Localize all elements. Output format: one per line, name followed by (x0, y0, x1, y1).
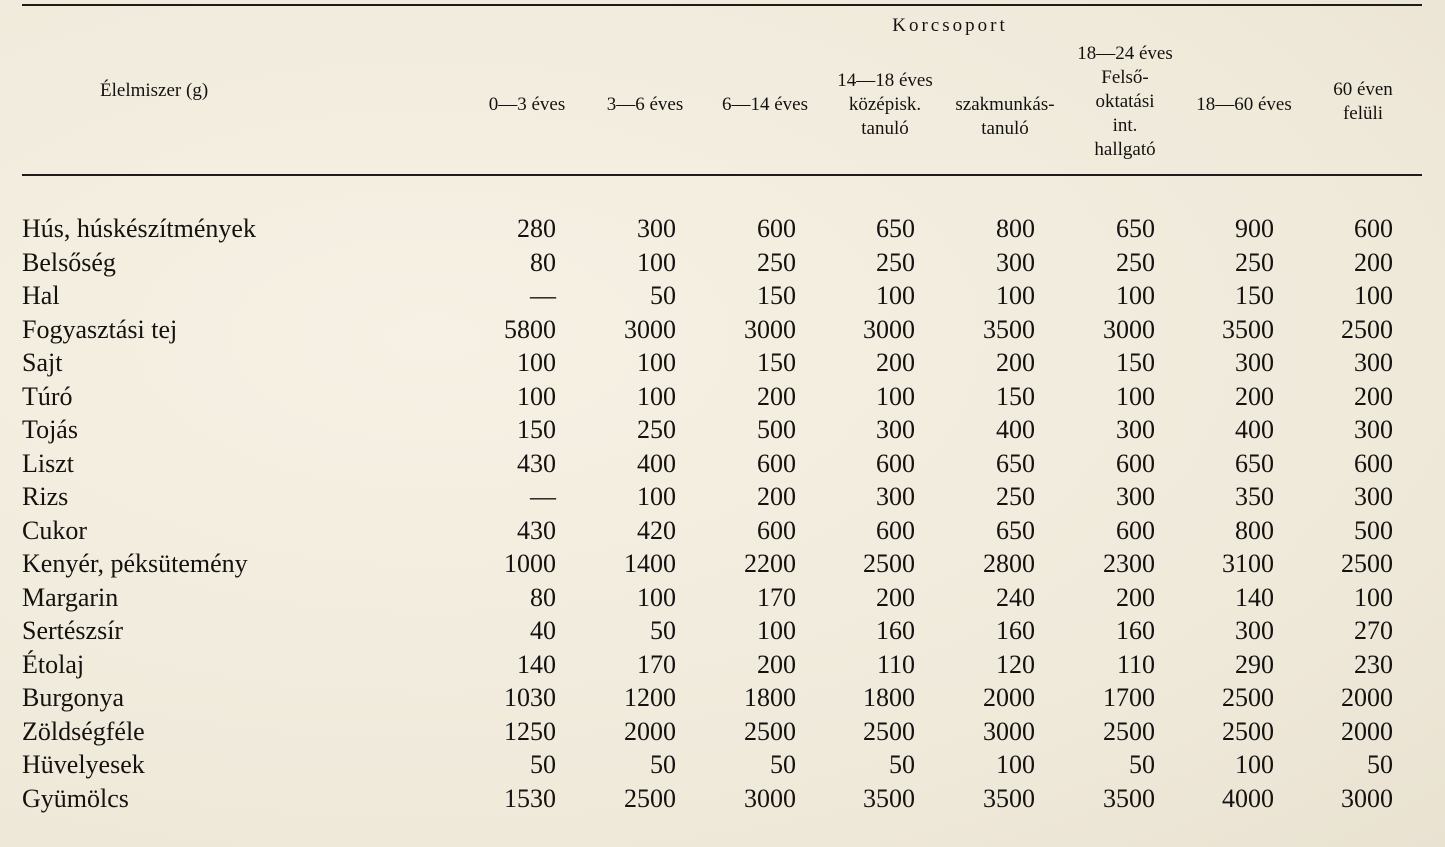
table-cell: 250 (996, 482, 1035, 511)
table-cell: 100 (637, 247, 676, 277)
table-cell: 1200 (624, 683, 676, 712)
table-cell: 200 (1116, 582, 1155, 612)
food-column-header: Élelmiszer (g) (100, 80, 209, 101)
table-cell: 150 (757, 281, 796, 310)
table-cell: 650 (876, 214, 915, 243)
table-cell: 1800 (744, 683, 796, 712)
table-cell: 3000 (983, 716, 1035, 746)
food-name: Kenyér, péksütemény (22, 549, 248, 578)
food-name: Fogyasztási tej (22, 314, 178, 344)
table-row (0, 514, 1445, 547)
table-cell: 600 (757, 214, 796, 243)
table-row (0, 547, 1445, 580)
table-cell: 250 (1116, 247, 1155, 277)
table-cell: 50 (1367, 750, 1393, 779)
table-cell: 600 (757, 448, 796, 478)
column-header-line: hallgató (1094, 139, 1156, 160)
table-cell: 500 (757, 415, 796, 444)
table-cell: 80 (530, 247, 556, 277)
table-cell: 300 (876, 482, 915, 511)
table-cell: 50 (1129, 750, 1155, 779)
table-cell: 3500 (983, 314, 1035, 344)
table-cell: 110 (876, 649, 915, 679)
table-row (0, 614, 1445, 647)
table-cell: 2500 (863, 716, 915, 746)
table-cell: 100 (637, 348, 676, 377)
table-cell: 2000 (983, 683, 1035, 712)
table-cell: 2500 (1103, 716, 1155, 746)
column-header-line: oktatási (1095, 91, 1155, 112)
table-row (0, 681, 1445, 714)
table-cell: 50 (650, 750, 676, 779)
table-cell: 140 (517, 649, 556, 679)
table-cell: 430 (517, 515, 556, 545)
table-cell: 1250 (504, 716, 556, 746)
table-row (0, 413, 1445, 446)
table-cell: 160 (1116, 616, 1155, 645)
table-cell: 100 (1235, 750, 1274, 779)
table-row (0, 346, 1445, 379)
table-cell: 120 (996, 649, 1035, 679)
column-header (1293, 78, 1433, 126)
table-cell: 650 (996, 515, 1035, 545)
table-cell: 270 (1354, 616, 1393, 645)
table-cell: 300 (1354, 348, 1393, 377)
table-cell: 2000 (1341, 683, 1393, 712)
table-cell: 2500 (1222, 716, 1274, 746)
table-cell: 1400 (624, 549, 676, 578)
table-cell: 3000 (624, 314, 676, 344)
column-header-line: szakmunkás- (955, 94, 1055, 115)
table-cell: 160 (996, 616, 1035, 645)
table-row (0, 480, 1445, 513)
column-header (575, 93, 715, 117)
top-rule (22, 4, 1422, 6)
table-cell: 650 (1235, 448, 1274, 478)
food-name: Hús, húskészítmények (22, 214, 256, 243)
table-cell: 600 (757, 515, 796, 545)
table-cell: 1700 (1103, 683, 1155, 712)
table-cell: 300 (1116, 482, 1155, 511)
table-cell: 900 (1235, 214, 1274, 243)
table-cell: 50 (650, 281, 676, 310)
food-name: Rizs (22, 482, 69, 511)
table-cell: 50 (650, 616, 676, 645)
table-cell: 600 (1116, 515, 1155, 545)
table-cell: 150 (517, 415, 556, 444)
column-header (695, 93, 835, 117)
table-cell: 2200 (744, 549, 796, 578)
column-header-line: tanuló (861, 118, 909, 139)
table-cell: 350 (1235, 482, 1274, 511)
table-cell: 3500 (863, 783, 915, 813)
column-header-line: 14—18 éves (837, 70, 933, 91)
table-cell: 40 (530, 616, 556, 645)
column-header-line: Felső- (1101, 67, 1149, 88)
table-cell: 2500 (624, 783, 676, 813)
table-cell: 280 (517, 214, 556, 243)
food-name: Gyümölcs (22, 783, 129, 813)
table-cell: 300 (1354, 415, 1393, 444)
table-cell: 600 (1354, 448, 1393, 478)
table-cell: 800 (1235, 515, 1274, 545)
column-header-line: tanuló (981, 118, 1029, 139)
column-header-line: 6—14 éves (721, 94, 808, 115)
table-cell: 100 (637, 482, 676, 511)
table-cell: 230 (1354, 649, 1393, 679)
table-cell: 140 (1235, 582, 1274, 612)
column-header-line: 0—3 éves (488, 94, 566, 115)
food-name: Margarin (22, 582, 119, 612)
table-cell: 100 (876, 381, 915, 411)
column-header-line: felüli (1342, 103, 1384, 124)
food-name: Tojás (22, 415, 78, 444)
table-cell: — (530, 281, 556, 310)
table-row (0, 748, 1445, 781)
table-cell: 160 (876, 616, 915, 645)
table-cell: 600 (1116, 448, 1155, 478)
table-cell: 1530 (504, 783, 556, 813)
table-cell: 2000 (624, 716, 676, 746)
table-cell: 100 (996, 281, 1035, 310)
column-header-line: 3—6 éves (606, 94, 684, 115)
food-name: Burgonya (22, 683, 125, 712)
food-name: Belsőség (22, 247, 116, 277)
table-cell: 250 (1235, 247, 1274, 277)
table-cell: 300 (1235, 348, 1274, 377)
table-cell: 500 (1354, 515, 1393, 545)
table-cell: 650 (1116, 214, 1155, 243)
table-cell: 200 (876, 582, 915, 612)
table-cell: 250 (876, 247, 915, 277)
table-cell: 3000 (863, 314, 915, 344)
table-cell: 50 (770, 750, 796, 779)
age-group-title: Korcsoport (892, 15, 1008, 36)
table-row (0, 313, 1445, 346)
food-name: Túró (22, 381, 73, 411)
table-cell: 800 (996, 214, 1035, 243)
table-cell: 100 (637, 582, 676, 612)
table-cell: 170 (757, 582, 796, 612)
table-cell: 200 (996, 348, 1035, 377)
header-rule (22, 174, 1422, 176)
table-cell: 2500 (744, 716, 796, 746)
food-name: Étolaj (22, 649, 85, 679)
table-cell: 420 (637, 515, 676, 545)
table-cell: 2300 (1103, 549, 1155, 578)
table-cell: 3000 (1341, 783, 1393, 813)
food-name: Hüvelyesek (22, 750, 145, 779)
table-cell: 300 (1354, 482, 1393, 511)
food-name: Hal (22, 281, 60, 310)
table-cell: 300 (637, 214, 676, 243)
column-header-line: középisk. (848, 94, 922, 115)
table-cell: 3500 (1222, 314, 1274, 344)
table-cell: 200 (876, 348, 915, 377)
table-cell: 600 (876, 515, 915, 545)
table-cell: 3000 (744, 783, 796, 813)
table-cell: 600 (876, 448, 915, 478)
table-cell: 150 (1235, 281, 1274, 310)
table-cell: — (530, 482, 556, 511)
food-name: Cukor (22, 515, 87, 545)
table-row (0, 212, 1445, 245)
table-cell: 100 (1116, 381, 1155, 411)
column-header-line: 60 éven (1333, 79, 1393, 100)
table-cell: 2500 (1341, 549, 1393, 578)
table-cell: 5800 (504, 314, 556, 344)
table-cell: 3100 (1222, 549, 1274, 578)
table-cell: 100 (1354, 582, 1393, 612)
column-header-line: int. (1112, 115, 1138, 136)
table-cell: 100 (637, 381, 676, 411)
table-cell: 200 (1354, 247, 1393, 277)
table-cell: 110 (1116, 649, 1155, 679)
table-cell: 2500 (1341, 314, 1393, 344)
table-cell: 1800 (863, 683, 915, 712)
table-cell: 170 (637, 649, 676, 679)
column-header (935, 93, 1075, 141)
column-header-line: 18—60 éves (1196, 94, 1292, 115)
table-row (0, 715, 1445, 748)
table-cell: 100 (1354, 281, 1393, 310)
table-row (0, 246, 1445, 279)
table-row (0, 782, 1445, 815)
table-cell: 200 (757, 381, 796, 411)
table-cell: 100 (996, 750, 1035, 779)
table-cell: 2800 (983, 549, 1035, 578)
table-row (0, 380, 1445, 413)
table-cell: 50 (530, 750, 556, 779)
table-cell: 2500 (1222, 683, 1274, 712)
table-cell: 290 (1235, 649, 1274, 679)
table-row (0, 279, 1445, 312)
table-cell: 430 (517, 448, 556, 478)
table-cell: 1000 (504, 549, 556, 578)
table-cell: 250 (637, 415, 676, 444)
food-name: Liszt (22, 448, 74, 478)
table-cell: 3000 (744, 314, 796, 344)
table-cell: 1030 (504, 683, 556, 712)
column-header-line: 18—24 éves (1077, 43, 1173, 64)
table-cell: 150 (996, 381, 1035, 411)
table-cell: 100 (757, 616, 796, 645)
table-cell: 50 (889, 750, 915, 779)
table-row (0, 581, 1445, 614)
table-cell: 100 (1116, 281, 1155, 310)
table-cell: 400 (996, 415, 1035, 444)
table-cell: 250 (757, 247, 796, 277)
table-cell: 4000 (1222, 783, 1274, 813)
food-name: Sajt (22, 348, 63, 377)
table-cell: 300 (876, 415, 915, 444)
table-cell: 300 (1116, 415, 1155, 444)
table-cell: 100 (517, 381, 556, 411)
table-cell: 200 (757, 482, 796, 511)
table-cell: 650 (996, 448, 1035, 478)
column-header (815, 69, 955, 141)
table-cell: 100 (517, 348, 556, 377)
table-cell: 200 (1354, 381, 1393, 411)
table-cell: 150 (757, 348, 796, 377)
table-row (0, 648, 1445, 681)
table-cell: 150 (1116, 348, 1155, 377)
table-row (0, 447, 1445, 480)
food-name: Zöldségféle (22, 716, 145, 746)
table-cell: 80 (530, 582, 556, 612)
food-name: Sertészsír (22, 616, 124, 645)
table-cell: 2000 (1341, 716, 1393, 746)
table-cell: 400 (1235, 415, 1274, 444)
table-cell: 240 (996, 582, 1035, 612)
table-cell: 3000 (1103, 314, 1155, 344)
table-cell: 300 (996, 247, 1035, 277)
table-cell: 3500 (983, 783, 1035, 813)
table-cell: 300 (1235, 616, 1274, 645)
table-cell: 600 (1354, 214, 1393, 243)
table-cell: 200 (1235, 381, 1274, 411)
table-cell: 200 (757, 649, 796, 679)
table-cell: 100 (876, 281, 915, 310)
table-cell: 400 (637, 448, 676, 478)
table-cell: 2500 (863, 549, 915, 578)
table-cell: 3500 (1103, 783, 1155, 813)
